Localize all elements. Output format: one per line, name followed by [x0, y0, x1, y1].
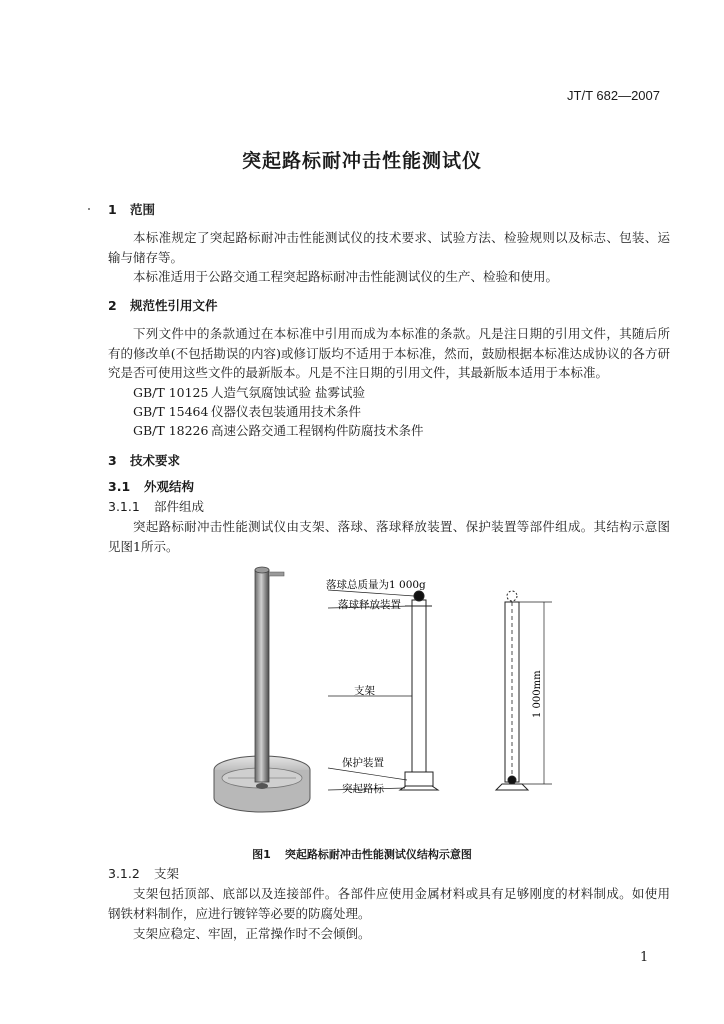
section-3-1-1-heading: [108, 497, 204, 515]
section-number: 3: [108, 453, 117, 468]
section-1-heading: [108, 200, 155, 218]
section-title: 范围: [130, 202, 156, 217]
reference-item: [133, 402, 361, 420]
reference-code: GB/T 10125: [133, 385, 209, 400]
section-number: 3.1.1: [108, 499, 140, 514]
ball-start-position: [507, 591, 517, 601]
figure-number: 图1: [252, 848, 271, 861]
label-road-marker: 突起路标: [342, 783, 384, 795]
figure-caption: [0, 846, 724, 862]
section-number: 1: [108, 202, 117, 217]
reference-item: [133, 421, 424, 439]
page-number: 1: [640, 950, 649, 965]
marker-under-pole: [256, 783, 268, 789]
margin-mark: [88, 208, 90, 210]
pole-top: [255, 567, 269, 573]
section-title: 部件组成: [154, 499, 205, 514]
reference-code: GB/T 15464: [133, 404, 209, 419]
reference-code: GB/T 18226: [133, 423, 209, 438]
reference-item: [133, 383, 365, 401]
stand-outline-right: [505, 602, 519, 782]
reference-title: 高速公路交通工程钢构件防腐技术条件: [211, 423, 424, 438]
label-release-device: 落球释放装置: [338, 599, 401, 611]
section-title: 技术要求: [130, 453, 181, 468]
section-3-heading: [108, 451, 180, 469]
section-2-paragraph-1: 下列文件中的条款通过在本标准中引用而成为本标准的条款。凡是注日期的引用文件，其随后所有的修改单(不包括勘误的内容)或修订版均不适用于本标准，然而，鼓励根据本标准达成协议的各方研究是否可使用这些文件的最新版本。凡是不注日期的引用文件，其最新版本适用于本标准。: [108, 326, 670, 380]
label-protective-device: 保护装置: [342, 757, 384, 769]
section-3-1-2-heading: [108, 864, 179, 882]
leader-line: [328, 768, 407, 780]
label-height: 1 000mm: [532, 670, 543, 718]
section-3-1-heading: [108, 477, 194, 495]
reference-title: 仪器仪表包装通用技术条件: [211, 404, 362, 419]
section-number: 2: [108, 298, 117, 313]
section-title: 外观结构: [144, 479, 195, 494]
section-title: 规范性引用文件: [130, 298, 218, 313]
road-marker: [400, 786, 438, 790]
standard-code: JT/T 682—2007: [567, 88, 660, 103]
drop-ball: [414, 591, 424, 601]
figure-1-diagram: [200, 558, 570, 840]
stand-pole: [255, 570, 269, 782]
section-number: 3.1.2: [108, 866, 140, 881]
section-number: 3.1: [108, 479, 131, 494]
dimension-view: [496, 591, 552, 790]
road-marker-right: [496, 784, 528, 790]
label-stand: 支架: [354, 685, 375, 697]
label-ball-mass: 落球总质量为1 000g: [326, 579, 426, 591]
protective-device: [405, 772, 433, 786]
section-3-1-2-paragraph-2: 支架应稳定、牢固，正常操作时不会倾倒。: [133, 926, 371, 941]
reference-title: 人造气氛腐蚀试验 盐雾试验: [211, 385, 365, 400]
ball-impact-position: [508, 776, 516, 784]
tester-3d-render: [214, 567, 310, 812]
section-3-1-1-paragraph: 突起路标耐冲击性能测试仪由支架、落球、落球释放装置、保护装置等部件组成。其结构示意图见图1所示。: [108, 519, 670, 554]
section-1-paragraph-2: 本标准适用于公路交通工程突起路标耐冲击性能测试仪的生产、检验和使用。: [133, 269, 559, 284]
release-bracket: [269, 572, 284, 576]
section-2-heading: [108, 296, 218, 314]
stand-outline: [412, 600, 426, 772]
figure-caption-text: 突起路标耐冲击性能测试仪结构示意图: [284, 848, 472, 861]
section-3-1-2-paragraph-1: 支架包括顶部、底部以及连接部件。各部件应使用金属材料或具有足够刚度的材料制成。如使用钢铁材料制作，应进行镀锌等必要的防腐处理。: [108, 886, 670, 921]
document-title: 突起路标耐冲击性能测试仪: [241, 150, 482, 172]
section-1-paragraph-1: 本标准规定了突起路标耐冲击性能测试仪的技术要求、试验方法、检验规则以及标志、包装、运输与储存等。: [108, 230, 670, 265]
section-title: 支架: [154, 866, 180, 881]
